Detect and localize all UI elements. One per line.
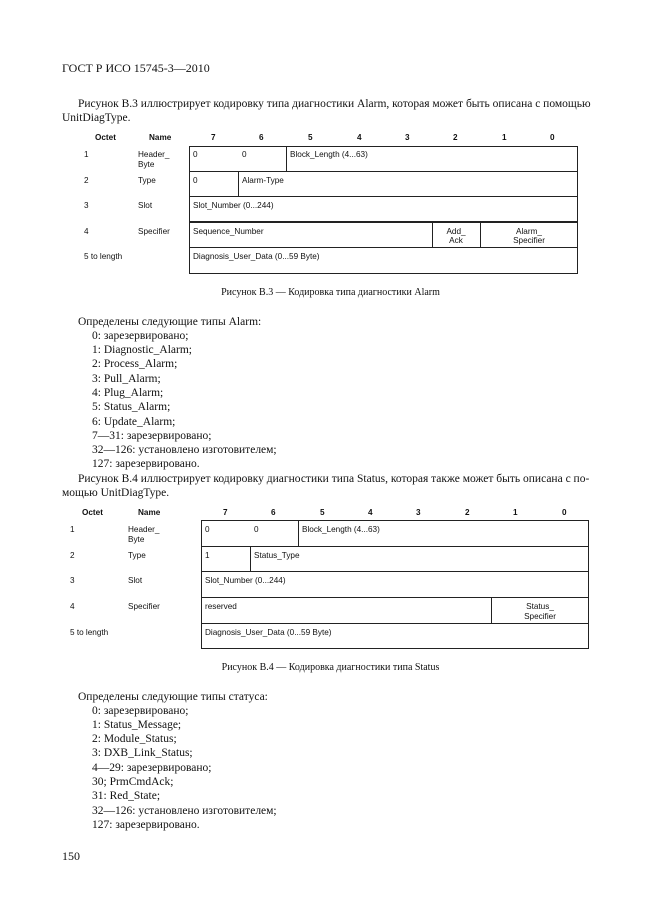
row3-name: Slot: [128, 576, 143, 585]
row2-name: Type: [128, 551, 146, 560]
list-item: 0: зарезервировано;: [92, 330, 189, 342]
list-item: 5: Status_Alarm;: [92, 401, 171, 413]
col-header-bit2: 2: [453, 133, 458, 142]
row4-add-ack-l2: Ack: [449, 236, 463, 245]
row1-divider: [298, 520, 299, 547]
row5-octet: 5 to length: [84, 252, 123, 261]
row3-octet: 3: [70, 576, 75, 585]
col-header-bit5: 5: [320, 508, 325, 517]
row2-octet: 2: [84, 176, 89, 185]
list-item: 127: зарезервировано.: [92, 819, 200, 831]
row4-reserved: reserved: [205, 602, 237, 611]
col-header-octet: Octet: [95, 133, 116, 142]
row4-alarm-specifier-l2: Specifier: [513, 236, 545, 245]
intro-b4-line1: Рисунок В.4 иллюстрирует кодировку диагностики типа Status, которая также может быть описана с по-: [78, 473, 590, 485]
row4-octet: 4: [84, 227, 89, 236]
row1-bit6: 0: [242, 150, 247, 159]
row1-name-l1: Header_: [128, 525, 160, 534]
row2-bit7: 0: [193, 176, 198, 185]
col-header-bit5: 5: [308, 133, 313, 142]
intro-b3-line1: Рисунок В.3 иллюстрирует кодировку типа диагностики Alarm, которая может быть описана с помощью: [78, 98, 591, 110]
row1-octet: 1: [84, 150, 89, 159]
col-header-bit6: 6: [271, 508, 276, 517]
row4-status-specifier-l1: Status_: [526, 602, 554, 611]
list-item: 127: зарезервировано.: [92, 458, 200, 470]
alarm-types-title: Определены следующие типы Alarm:: [78, 316, 262, 328]
col-header-bit3: 3: [405, 133, 410, 142]
row5-diagnosis-data: Diagnosis_User_Data (0...59 Byte): [205, 628, 332, 637]
row4-sequence-number: Sequence_Number: [193, 227, 264, 236]
col-header-bit3: 3: [416, 508, 421, 517]
col-header-bit6: 6: [259, 133, 264, 142]
list-item: 32—126: установлено изготовителем;: [92, 444, 277, 456]
row1-name-l2: Byte: [138, 160, 155, 169]
col-header-bit1: 1: [502, 133, 507, 142]
list-item: 4—29: зарезервировано;: [92, 762, 212, 774]
col-header-octet: Octet: [82, 508, 103, 517]
col-header-bit1: 1: [513, 508, 518, 517]
row4-alarm-specifier-l1: Alarm_: [516, 227, 542, 236]
list-item: 3: Pull_Alarm;: [92, 373, 161, 385]
row2-status-type: Status_Type: [254, 551, 300, 560]
col-header-bit0: 0: [562, 508, 567, 517]
row3-slot-number: Slot_Number (0...244): [193, 201, 274, 210]
list-item: 3: DXB_Link_Status;: [92, 747, 193, 759]
list-item: 7—31: зарезервировано;: [92, 430, 212, 442]
col-header-bit4: 4: [357, 133, 362, 142]
row2-alarm-type: Alarm-Type: [242, 176, 284, 185]
row1-block-length: Block_Length (4...63): [290, 150, 368, 159]
caption-b3: Рисунок В.3 — Кодировка типа диагностики Alarm: [221, 287, 440, 298]
col-header-name: Name: [149, 133, 172, 142]
col-header-bit0: 0: [550, 133, 555, 142]
list-item: 1: Diagnostic_Alarm;: [92, 344, 192, 356]
row1-bit6: 0: [254, 525, 259, 534]
col-header-bit2: 2: [465, 508, 470, 517]
row1-octet: 1: [70, 525, 75, 534]
row2-name: Type: [138, 176, 156, 185]
intro-b4-line2: мощью UnitDiagType.: [62, 487, 170, 499]
caption-b4: Рисунок В.4 — Кодировка диагностики типа Status: [221, 662, 440, 673]
list-item: 2: Module_Status;: [92, 733, 177, 745]
row3-name: Slot: [138, 201, 153, 210]
row2-divider: [238, 171, 239, 197]
list-item: 32—126: установлено изготовителем;: [92, 805, 277, 817]
page-number: 150: [62, 849, 80, 863]
status-types-title: Определены следующие типы статуса:: [78, 691, 268, 703]
row3-octet: 3: [84, 201, 89, 210]
row1-divider: [286, 146, 287, 172]
col-header-bit7: 7: [211, 133, 216, 142]
row2-bit7: 1: [205, 551, 210, 560]
row1-block-length: Block_Length (4...63): [302, 525, 380, 534]
list-item: 2: Process_Alarm;: [92, 358, 178, 370]
intro-b3-line2: UnitDiagType.: [62, 112, 131, 124]
col-header-name: Name: [138, 508, 161, 517]
row1-name-l1: Header_: [138, 150, 170, 159]
row1-box: [189, 146, 578, 172]
col-header-bit4: 4: [368, 508, 373, 517]
col-header-bit7: 7: [223, 508, 228, 517]
row1-box: [201, 520, 589, 547]
row4-add-ack-l1: Add_: [446, 227, 466, 236]
list-item: 6: Update_Alarm;: [92, 416, 176, 428]
list-item: 0: зарезервировано;: [92, 705, 189, 717]
row4-octet: 4: [70, 602, 75, 611]
list-item: 31: Red_State;: [92, 790, 161, 802]
list-item: 30; PrmCmdAck;: [92, 776, 174, 788]
row4-name: Specifier: [138, 227, 170, 236]
row5-octet: 5 to length: [70, 628, 109, 637]
row5-diagnosis-data: Diagnosis_User_Data (0...59 Byte): [193, 252, 320, 261]
row2-octet: 2: [70, 551, 75, 560]
document-header: ГОСТ Р ИСО 15745-3—2010: [62, 61, 210, 75]
row2-divider: [250, 546, 251, 572]
row1-bit7: 0: [193, 150, 198, 159]
row4-status-specifier-l2: Specifier: [524, 612, 556, 621]
list-item: 1: Status_Message;: [92, 719, 182, 731]
list-item: 4: Plug_Alarm;: [92, 387, 164, 399]
row3-slot-number: Slot_Number (0...244): [205, 576, 286, 585]
row1-bit7: 0: [205, 525, 210, 534]
row1-name-l2: Byte: [128, 535, 145, 544]
row4-name: Specifier: [128, 602, 160, 611]
